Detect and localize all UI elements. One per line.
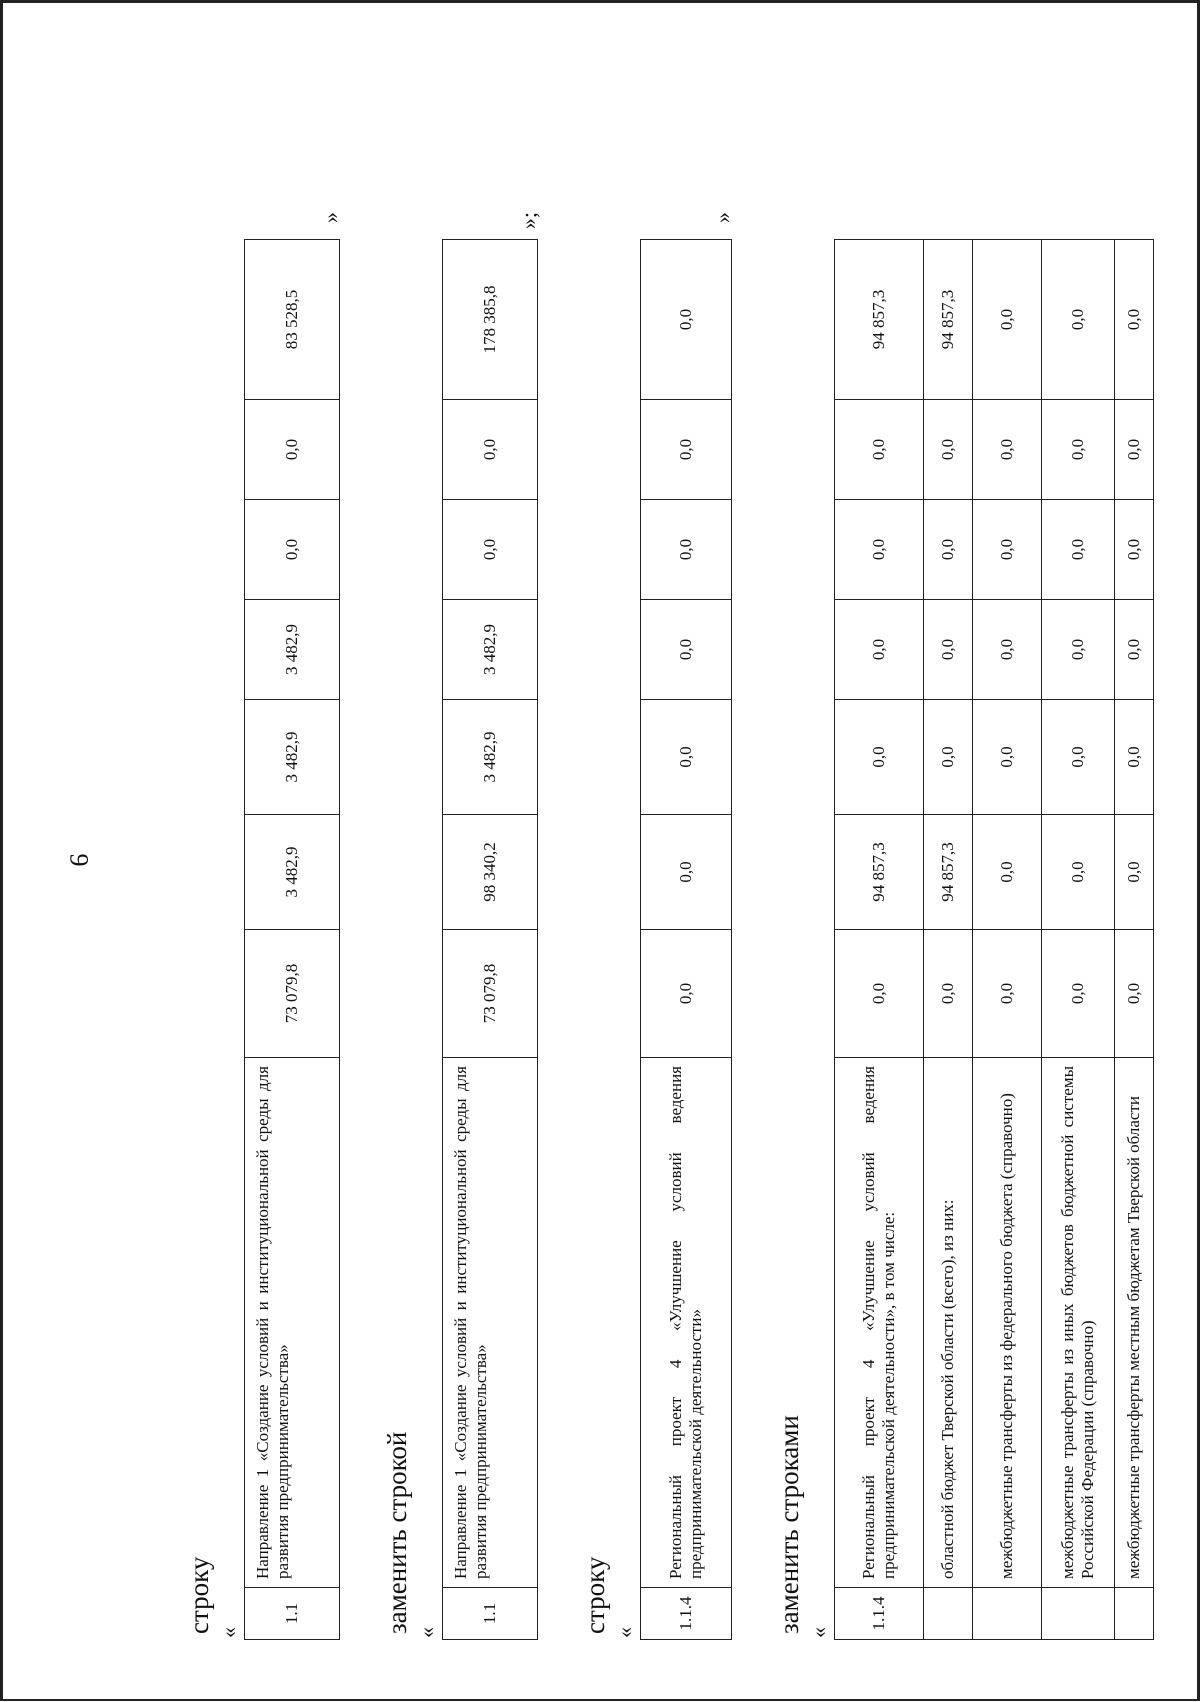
row-code <box>924 1588 973 1640</box>
row-code <box>973 1588 1042 1640</box>
row-value: 0,0 <box>641 400 732 500</box>
row-value: 0,0 <box>835 600 924 700</box>
section-caption: строку <box>184 1556 214 1634</box>
row-value: 73 079,8 <box>245 930 340 1058</box>
row-value: 3 482,9 <box>443 600 538 700</box>
row-value: 94 857,3 <box>924 815 973 930</box>
row-value: 3 482,9 <box>245 815 340 930</box>
table-row <box>245 240 340 1640</box>
budget-table <box>834 239 1154 1640</box>
row-value: 0,0 <box>1042 500 1115 600</box>
budget-table <box>244 239 340 1640</box>
row-value: 0,0 <box>1042 240 1115 400</box>
row-value: 0,0 <box>1042 400 1115 500</box>
row-value: 0,0 <box>1042 930 1115 1058</box>
table-row <box>641 240 732 1640</box>
row-value: 0,0 <box>641 815 732 930</box>
row-description: межбюджетные трансферты из федерального бюджета (справочно) <box>973 1058 1042 1588</box>
budget-table <box>442 239 538 1640</box>
table-row <box>443 240 538 1640</box>
row-value: 0,0 <box>1115 815 1154 930</box>
row-value: 3 482,9 <box>245 600 340 700</box>
row-value: 0,0 <box>835 400 924 500</box>
quote-close: » <box>710 212 735 223</box>
row-value: 0,0 <box>973 240 1042 400</box>
row-value: 0,0 <box>1115 700 1154 815</box>
row-value: 83 528,5 <box>245 240 340 400</box>
row-value: 98 340,2 <box>443 815 538 930</box>
row-value: 0,0 <box>973 600 1042 700</box>
row-value: 0,0 <box>835 930 924 1058</box>
row-value: 0,0 <box>835 700 924 815</box>
row-code <box>1042 1588 1115 1640</box>
row-value: 0,0 <box>924 600 973 700</box>
row-value: 3 482,9 <box>245 700 340 815</box>
row-value: 0,0 <box>973 500 1042 600</box>
section-table-block <box>442 212 541 1640</box>
row-description: межбюджетные трансферты местным бюджетам Тверской области <box>1115 1058 1154 1588</box>
rotated-content <box>180 140 1200 1640</box>
section-caption: строку <box>580 1556 610 1634</box>
row-code: 1.1.4 <box>835 1588 924 1640</box>
row-description: Региональный проект 4 «Улучшение условий ведения предпринимательской деятельности» <box>641 1058 732 1588</box>
row-value: 0,0 <box>1115 240 1154 400</box>
quote-open: « <box>806 1627 831 1638</box>
row-value: 94 857,3 <box>835 240 924 400</box>
row-value: 0,0 <box>1042 600 1115 700</box>
row-value: 0,0 <box>443 500 538 600</box>
section-table-block <box>640 212 735 1640</box>
row-description: Региональный проект 4 «Улучшение условий ведения предпринимательской деятельности», в том числе: <box>835 1058 924 1588</box>
row-value: 0,0 <box>973 815 1042 930</box>
table-row <box>1042 240 1115 1640</box>
row-value: 0,0 <box>973 400 1042 500</box>
quote-close: » <box>318 212 343 223</box>
row-value: 0,0 <box>1042 815 1115 930</box>
row-code <box>1115 1588 1154 1640</box>
row-code: 1.1 <box>245 1588 340 1640</box>
table-row <box>924 240 973 1640</box>
row-description: Направление 1 «Создание условий и институциональной среды для развития предпринимательства» <box>245 1058 340 1588</box>
row-value: 0,0 <box>924 700 973 815</box>
row-value: 0,0 <box>245 400 340 500</box>
row-value: 73 079,8 <box>443 930 538 1058</box>
row-value: 178 385,8 <box>443 240 538 400</box>
row-description: Направление 1 «Создание условий и институциональной среды для развития предпринимательства» <box>443 1058 538 1588</box>
page-number: 9 <box>64 853 94 867</box>
section-caption: заменить строками <box>774 1415 804 1634</box>
quote-open: « <box>414 1627 439 1638</box>
row-code: 1.1 <box>443 1588 538 1640</box>
row-value: 0,0 <box>443 400 538 500</box>
row-value: 3 482,9 <box>443 700 538 815</box>
row-value: 0,0 <box>835 500 924 600</box>
row-value: 0,0 <box>924 930 973 1058</box>
quote-close: »; <box>516 212 541 230</box>
row-value: 0,0 <box>1115 600 1154 700</box>
row-description: межбюджетные трансферты из иных бюджетов бюджетной системы Российской Федерации (справочно) <box>1042 1058 1115 1588</box>
row-value: 0,0 <box>641 700 732 815</box>
row-value: 0,0 <box>641 930 732 1058</box>
table-row <box>1115 240 1154 1640</box>
row-value: 0,0 <box>1115 500 1154 600</box>
row-value: 94 857,3 <box>924 240 973 400</box>
row-value: 0,0 <box>1042 700 1115 815</box>
row-value: 0,0 <box>973 700 1042 815</box>
row-value: 0,0 <box>924 400 973 500</box>
row-value: 0,0 <box>641 240 732 400</box>
budget-table <box>640 239 732 1640</box>
table-row <box>973 240 1042 1640</box>
row-description: областной бюджет Тверской области (всего), из них: <box>924 1058 973 1588</box>
quote-open: « <box>216 1627 241 1638</box>
row-value: 94 857,3 <box>835 815 924 930</box>
row-value: 0,0 <box>1115 400 1154 500</box>
section-table-block <box>834 240 1154 1640</box>
row-value: 0,0 <box>1115 930 1154 1058</box>
row-value: 0,0 <box>924 500 973 600</box>
section-table-block <box>244 212 343 1640</box>
row-value: 0,0 <box>641 500 732 600</box>
row-code: 1.1.4 <box>641 1588 732 1640</box>
table-row <box>835 240 924 1640</box>
row-value: 0,0 <box>245 500 340 600</box>
row-value: 0,0 <box>641 600 732 700</box>
section-caption: заменить строкой <box>382 1431 412 1634</box>
row-value: 0,0 <box>973 930 1042 1058</box>
quote-open: « <box>612 1627 637 1638</box>
